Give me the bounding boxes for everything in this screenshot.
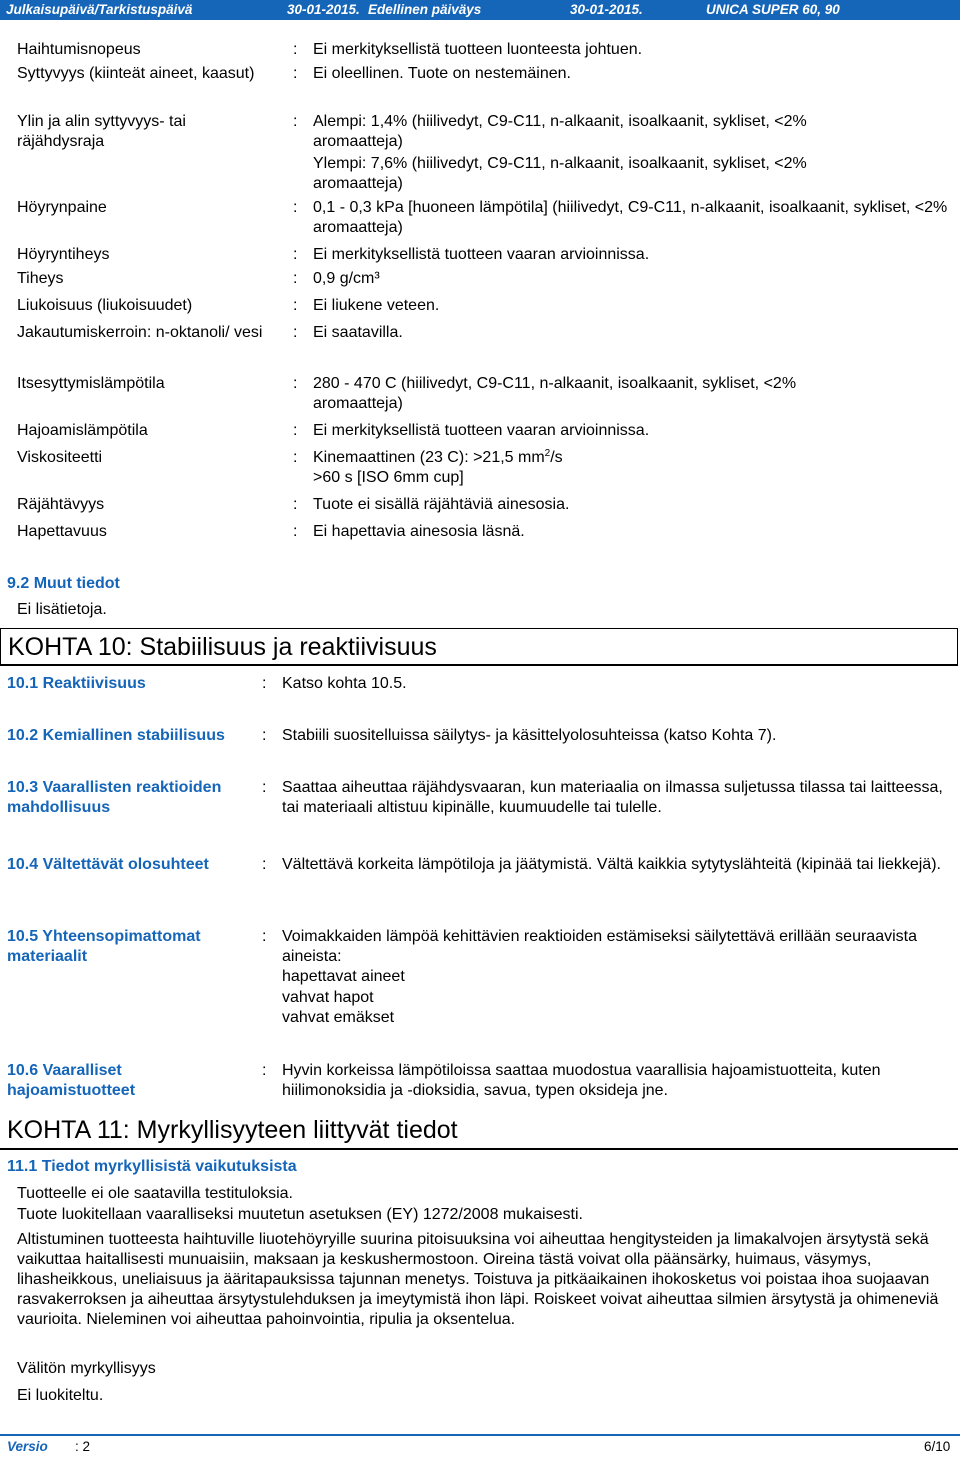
acute-toxicity-heading: Välitön myrkyllisyys xyxy=(17,1360,156,1377)
section-11-subheading: 11.1 Tiedot myrkyllisistä vaikutuksista xyxy=(7,1158,297,1175)
colon: : xyxy=(293,324,298,341)
header-previous-label: Edellinen päiväys xyxy=(368,2,482,17)
property-label: Hapettavuus xyxy=(17,523,107,540)
property-value: Kinemaattinen (23 C): >21,5 $mm^2/s$ xyxy=(313,448,563,466)
property-label: Höyrynpaine xyxy=(17,199,107,216)
property-value-secondary: Ylempi: 7,6% (hiilivedyt, C9-C11, n-alkaanit, isoalkaanit, sykliset, <2% aromaatteja) xyxy=(313,155,807,192)
section-11-paragraph: Altistuminen tuotteesta haihtuville liuotehöyryille suurina pitoisuuksina voi aiheuttaa hengitysteiden ja limakalvojen ärsytystä sekä vaikuttaa haitallisesti munuaisiin, maksaan ja keskushermostoon. Oireina tästä voivat olla päänsärky, huimaus, väsymys, lihasheikkous, uneliaisuus ja ääritapauksissa tajunnan menetys. Toistuva ja pitkäaikainen ihokosketus voi poistaa ihoa suojaavan rasvakerroksen ja aiheuttaa ärsytystulehduksen ja imeytymistä ihon läpi. Roiskeet voivat aiheuttaa silmien ärsytystä ja ohimeneviä vaurioita. Nieleminen voi aiheuttaa pahoinvointia, ripulia ja oksentelua. xyxy=(17,1231,939,1328)
property-value: Ei hapettavia ainesosia läsnä. xyxy=(313,523,525,540)
property-value: 0,9 g/cm³ xyxy=(313,270,380,287)
property-value: 0,1 - 0,3 kPa [huoneen lämpötila] (hiilivedyt, C9-C11, n-alkaanit, isoalkaanit, sykliset, <2% aromaatteja) xyxy=(313,199,948,236)
section-10-title: KOHTA 10: Stabiilisuus ja reaktiivisuus xyxy=(0,628,958,666)
other-info-heading: 9.2 Muut tiedot xyxy=(7,575,120,592)
section-10-list-item: vahvat hapot xyxy=(282,989,374,1006)
property-value: Ei merkityksellistä tuotteen luonteesta johtuen. xyxy=(313,41,643,58)
property-label: Haihtumisnopeus xyxy=(17,41,141,58)
header-bar xyxy=(0,0,960,20)
property-label: Höyryntiheys xyxy=(17,246,110,263)
section-10-list-item: vahvat emäkset xyxy=(282,1009,395,1026)
colon: : xyxy=(262,856,267,873)
colon: : xyxy=(293,65,298,82)
property-value: Ei saatavilla. xyxy=(313,324,403,341)
property-value: Ei oleellinen. Tuote on nestemäinen. xyxy=(313,65,571,82)
footer-version-label: Versio xyxy=(7,1439,48,1454)
colon: : xyxy=(293,297,298,314)
property-label: Jakautumiskerroin: n-oktanoli/ vesi xyxy=(17,324,263,341)
other-info-text: Ei lisätietoja. xyxy=(17,601,107,618)
property-label: Itsesyttymislämpötila xyxy=(17,375,165,392)
colon: : xyxy=(293,496,298,513)
colon: : xyxy=(293,113,298,130)
header-previous-date: 30-01-2015. xyxy=(570,2,643,17)
header-product: UNICA SUPER 60, 90 xyxy=(706,2,840,17)
page-number: 6/10 xyxy=(924,1439,951,1454)
colon: : xyxy=(293,199,298,216)
property-label: Tiheys xyxy=(17,270,64,287)
section-10-label: 10.5 Yhteensopimattomat materiaalit xyxy=(7,928,201,965)
section-10-value: Vältettävä korkeita lämpötiloja ja jäätymistä. Vältä kaikkia sytytyslähteitä (kipinää tai liekkejä). xyxy=(282,856,941,873)
colon: : xyxy=(293,246,298,263)
colon: : xyxy=(262,727,267,744)
colon: : xyxy=(293,375,298,392)
colon: : xyxy=(293,449,298,466)
colon: : xyxy=(262,1062,267,1079)
section-10-label: 10.4 Vältettävät olosuhteet xyxy=(7,856,209,873)
section-10-label: 10.1 Reaktiivisuus xyxy=(7,675,146,692)
section-10-list-item: hapettavat aineet xyxy=(282,968,405,985)
header-date: 30-01-2015. xyxy=(287,2,360,17)
colon: : xyxy=(262,675,267,692)
property-label: Syttyvyys (kiinteät aineet, kaasut) xyxy=(17,65,255,82)
property-value: Tuote ei sisällä räjähtäviä ainesosia. xyxy=(313,496,570,513)
property-label: Ylin ja alin syttyvyys- tai räjähdysraja xyxy=(17,113,186,150)
section-10-label: 10.2 Kemiallinen stabiilisuus xyxy=(7,727,225,744)
section-10-label: 10.6 Vaaralliset hajoamistuotteet xyxy=(7,1062,136,1099)
colon: : xyxy=(293,422,298,439)
property-label: Räjähtävyys xyxy=(17,496,105,513)
header-title: Julkaisupäivä/Tarkistuspäivä xyxy=(6,2,193,17)
colon: : xyxy=(293,523,298,540)
property-value: Ei merkityksellistä tuotteen vaaran arvioinnissa. xyxy=(313,422,650,439)
colon: : xyxy=(262,779,267,796)
colon: : xyxy=(262,928,267,945)
section-11-title: KOHTA 11: Myrkyllisyyteen liittyvät tiedot xyxy=(0,1112,958,1150)
property-value: Alempi: 1,4% (hiilivedyt, C9-C11, n-alkaanit, isoalkaanit, sykliset, <2% aromaatteja) xyxy=(313,113,807,150)
colon: : xyxy=(293,270,298,287)
section-11-line: Tuotteelle ei ole saatavilla testituloksia. xyxy=(17,1185,293,1202)
property-value: Ei merkityksellistä tuotteen vaaran arvioinnissa. xyxy=(313,246,650,263)
section-10-value: Saattaa aiheuttaa räjähdysvaaran, kun materiaalia on ilmassa suljetussa tilassa tai laitteessa, tai materiaali altistuu kipinälle, kuumuudelle tai tulelle. xyxy=(282,779,943,816)
colon: : xyxy=(293,41,298,58)
property-value: Ei liukene veteen. xyxy=(313,297,440,314)
section-10-value: Hyvin korkeissa lämpötiloissa saattaa muodostua vaarallisia hajoamistuotteita, kuten hiilimonoksidia ja -dioksidia, savua, typen oksideja jne. xyxy=(282,1062,881,1099)
section-10-value: Voimakkaiden lämpöä kehittävien reaktioiden estämiseksi säilytettävä erillään seuraavista aineista: xyxy=(282,928,917,965)
section-10-value: Stabiili suositelluissa säilytys- ja käsittelyolosuhteissa (katso Kohta 7). xyxy=(282,727,777,744)
acute-toxicity-text: Ei luokiteltu. xyxy=(17,1387,104,1404)
section-11-line: Tuote luokitellaan vaaralliseksi muutetun asetuksen (EY) 1272/2008 mukaisesti. xyxy=(17,1206,583,1223)
property-value: 280 - 470 C (hiilivedyt, C9-C11, n-alkaanit, isoalkaanit, sykliset, <2% aromaatteja) xyxy=(313,375,797,412)
footer-divider xyxy=(0,1434,960,1436)
property-label: Viskositeetti xyxy=(17,449,103,466)
footer-version-value: : 2 xyxy=(75,1439,91,1454)
property-label: Hajoamislämpötila xyxy=(17,422,148,439)
section-10-value: Katso kohta 10.5. xyxy=(282,675,407,692)
property-label: Liukoisuus (liukoisuudet) xyxy=(17,297,193,314)
section-10-label: 10.3 Vaarallisten reaktioiden mahdollisuus xyxy=(7,779,222,816)
property-value-secondary: >60 s [ISO 6mm cup] xyxy=(313,469,464,486)
